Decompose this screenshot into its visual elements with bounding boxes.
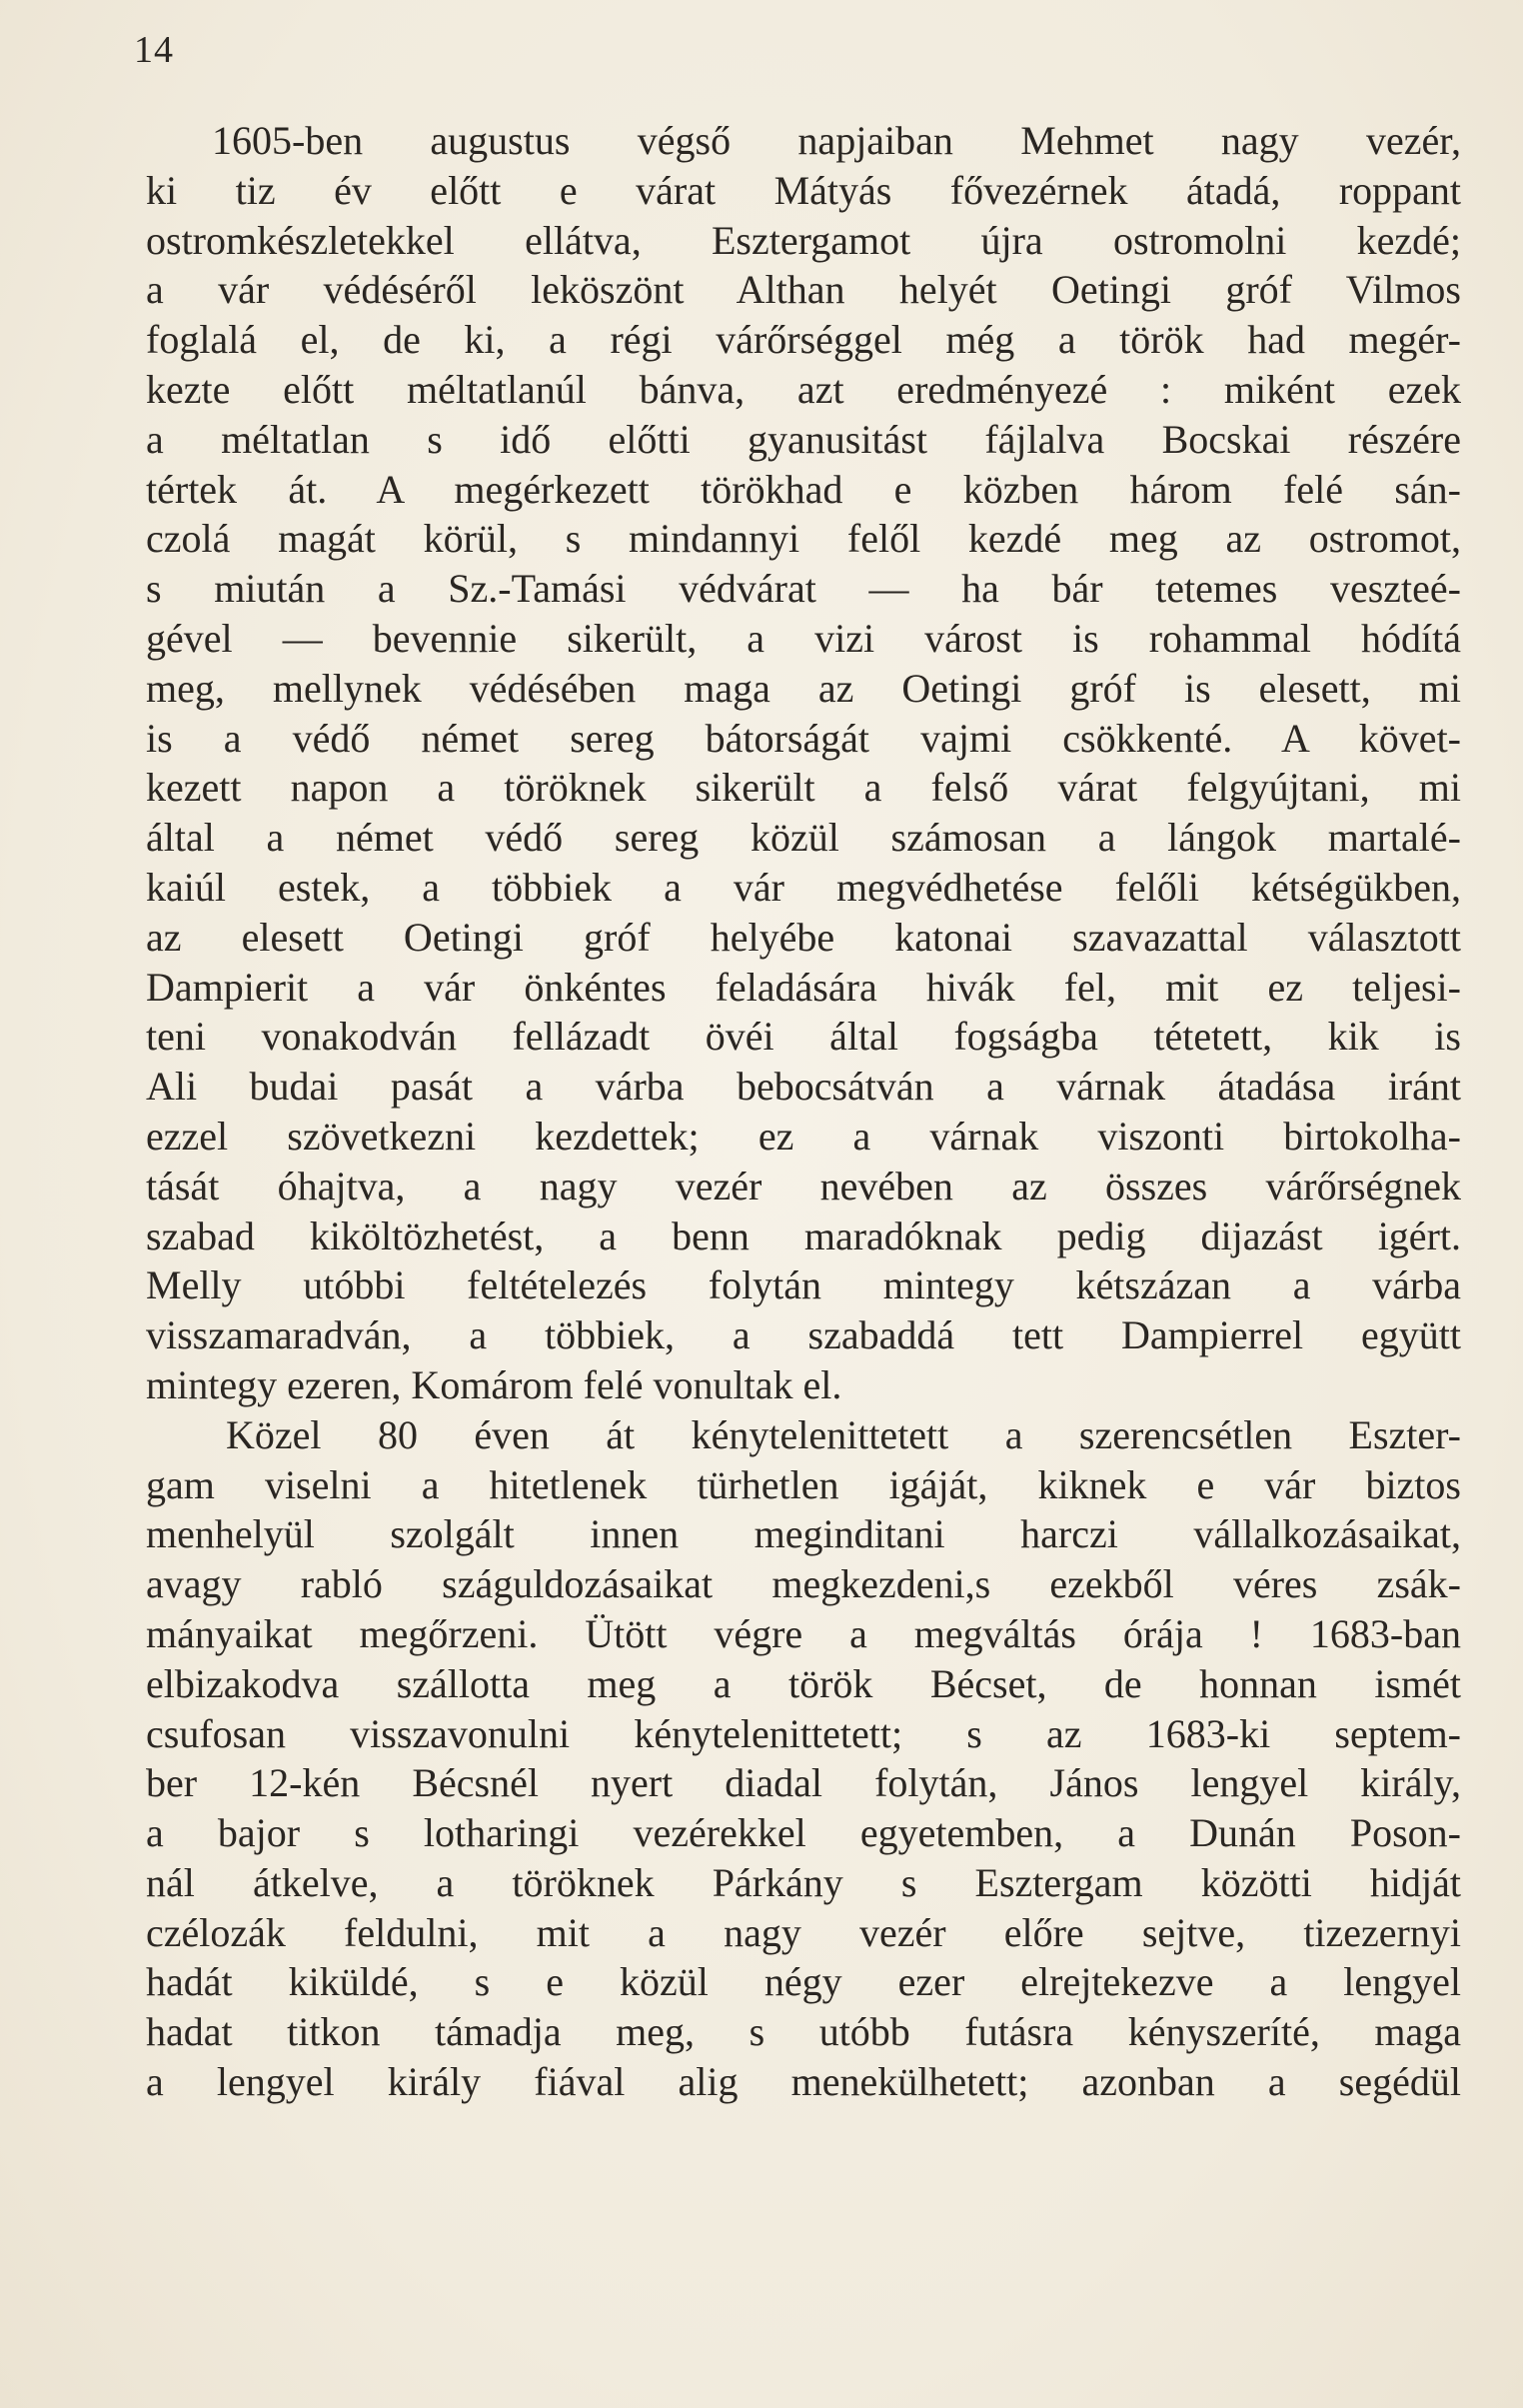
text-line: visszamaradván, a többiek, a szabaddá tett Dampierrel együtt [146,1312,1461,1358]
body-text [146,116,1461,2107]
text-line: által a német védő sereg közül számosan a lángok martalé- [146,815,1461,861]
text-line: ezzel szövetkezni kezdettek; ez a várnak viszonti birtokolha- [146,1113,1461,1159]
text-line: kezte előtt méltatlanúl bánva, azt eredményezé : miként ezek [146,366,1461,412]
text-line: s miután a Sz.-Tamási védvárat — ha bár tetemes veszteé- [146,566,1461,612]
text-line: mányaikat megőrzeni. Ütött végre a megváltás órája ! 1683-ban [146,1610,1461,1656]
text-line: foglalá el, de ki, a régi várőrséggel még a török had megér- [146,317,1461,363]
text-line: czélozák feldulni, mit a nagy vezér előre sejtve, tizezernyi [146,1909,1461,1955]
text-line: ki tiz év előtt e várat Mátyás fővezérnek átadá, roppant [146,167,1461,213]
text-line: a bajor s lotharingi vezérekkel egyetemben, a Dunán Poson- [146,1810,1461,1856]
text-line: hadát kiküldé, s e közül négy ezer elrejtekezve a lengyel [146,1959,1461,2005]
text-line: kezett napon a töröknek sikerült a felső várat felgyújtani, mi [146,765,1461,811]
text-line: teni vonakodván fellázadt övéi által fogságba tétetett, kik is [146,1014,1461,1060]
text-line: gam viselni a hitetlenek türhetlen igáját, kiknek e vár biztos [146,1461,1461,1507]
text-line: hadat titkon támadja meg, s utóbb futásra kényszeríté, maga [146,2009,1461,2055]
text-line: menhelyül szolgált innen meginditani harczi vállalkozásaikat, [146,1511,1461,1557]
page-number: 14 [134,29,174,71]
text-line: Dampierit a vár önkéntes feladására hivák fel, mit ez teljesi- [146,964,1461,1010]
text-line: elbizakodva szállotta meg a török Bécset, de honnan ismét [146,1660,1461,1706]
text-line: mintegy ezeren, Komárom felé vonultak el. [146,1361,842,1407]
text-line: czolá magát körül, s mindannyi felől kezdé meg az ostromot, [146,516,1461,562]
text-line: Melly utóbbi feltételezés folytán mintegy kétszázan a várba [146,1262,1461,1308]
text-line: tértek át. A megérkezett törökhad e közben három felé sán- [146,466,1461,512]
text-line: az elesett Oetingi gróf helyébe katonai szavazattal választott [146,914,1461,960]
text-line: a vár védéséről leköszönt Althan helyét Oetingi gróf Vilmos [146,267,1461,313]
text-line: szabad kiköltözhetést, a benn maradóknak pedig dijazást igért. [146,1212,1461,1258]
text-line: 1605-ben augustus végső napjaiban Mehmet nagy vezér, [212,118,1461,163]
text-line: csufosan visszavonulni kénytelenittetett; s az 1683-ki septem- [146,1710,1461,1756]
text-line: kaiúl estek, a többiek a vár megvédhetése felőli kétségükben, [146,864,1461,910]
text-line: ostromkészletekkel ellátva, Esztergamot újra ostromolni kezdé; [146,217,1461,263]
text-line: Közel 80 éven át kénytelenittetett a szerencsétlen Eszter- [226,1411,1461,1457]
text-line: meg, mellynek védésében maga az Oetingi gróf is elesett, mi [146,665,1461,711]
text-line: ber 12-kén Bécsnél nyert diadal folytán, János lengyel király, [146,1760,1461,1806]
text-line: is a védő német sereg bátorságát vajmi csökkenté. A követ- [146,715,1461,761]
text-line: avagy rabló száguldozásaikat megkezdeni,s ezekből véres zsák- [146,1561,1461,1607]
text-line: tását óhajtva, a nagy vezér nevében az összes várőrségnek [146,1163,1461,1208]
text-line: a méltatlan s idő előtti gyanusitást fájlalva Bocskai részére [146,416,1461,462]
text-line: Ali budai pasát a várba bebocsátván a várnak átadása iránt [146,1064,1461,1110]
text-line: a lengyel király fiával alig menekülhetett; azonban a segédül [146,2059,1461,2105]
text-line: gével — bevennie sikerült, a vizi várost is rohammal hódítá [146,615,1461,661]
text-line: nál átkelve, a töröknek Párkány s Esztergam közötti hidját [146,1859,1461,1905]
